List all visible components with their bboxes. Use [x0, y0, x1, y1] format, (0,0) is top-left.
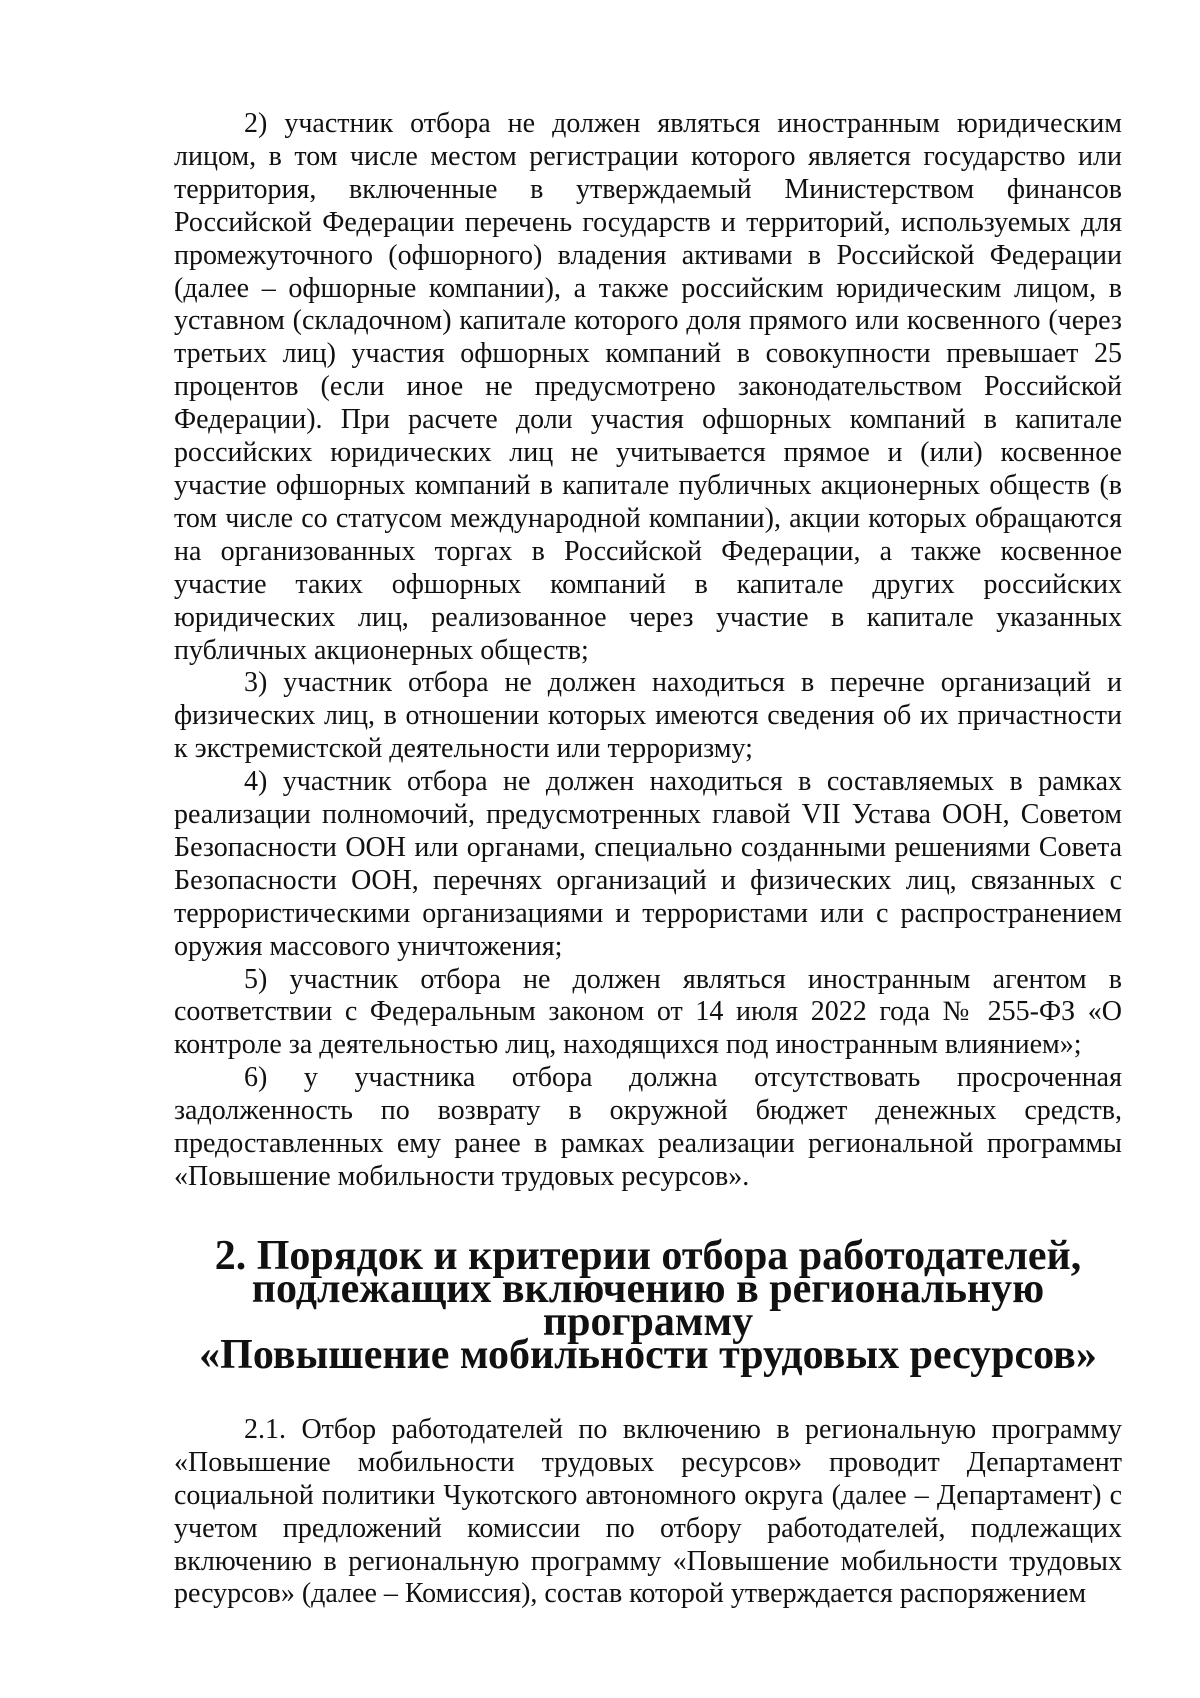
paragraph-item-2: 2) участник отбора не должен являться иностранным юридическим лицом, в том числе местом регистрации которого является государство или территория, включенные в утверждаемый Министерством финансов Российской Федерации перечень государств и территорий, используемых для промежуточного (офшорного) владения активами в Российской Федерации (далее – офшорные компании), а также российским юридическим лицом, в уставном (складочном) капитале которого доля прямого или косвенного (через третьих лиц) участия офшорных компаний в совокупности превышает 25 процентов (если иное не предусмотрено законодательством Российской Федерации). При расчете доли участия офшорных компаний в капитале российских юридических лиц не учитывается прямое и (или) косвенное участие офшорных компаний в капитале публичных акционерных обществ (в том числе со статусом международной компании), акции которых обращаются на организованных торгах в Российской Федерации, а также косвенное участие таких офшорных компаний в капитале других российских юридических лиц, реализованное через участие в капитале указанных публичных акционерных обществ; [174, 108, 1122, 666]
document-page [174, 108, 1122, 1611]
paragraph-item-3: 3) участник отбора не должен находиться в перечне организаций и физических лиц, в отношении которых имеются сведения об их причастности к экстремистской деятельности или терроризму; [174, 667, 1122, 765]
section-title-line-2: подлежащих включению в региональную программу [251, 1265, 1045, 1345]
paragraph-item-6: 6) у участника отбора должна отсутствовать просроченная задолженность по возврату в окружной бюджет денежных средств, предоставленных ему ранее в рамках реализации региональной программы «Повышение мобильности трудовых ресурсов». [174, 1062, 1122, 1192]
section-title-line-3: «Повышение мобильности трудовых ресурсов» [199, 1331, 1097, 1378]
paragraph-item-5: 5) участник отбора не должен являться иностранным агентом в соответствии с Федеральным законом от 14 июля 2022 года № 255-ФЗ «О контроле за деятельностью лиц, находящихся под иностранным влиянием»; [174, 963, 1122, 1061]
paragraph-item-4: 4) участник отбора не должен находиться в составляемых в рамках реализации полномочий, предусмотренных главой VII Устава ООН, Советом Безопасности ООН или органами, специально созданными решениями Совета Безопасности ООН, перечнях организаций и физических лиц, связанных с террористическими организациями и террористами или с распространением оружия массового уничтожения; [174, 766, 1122, 962]
paragraph-2-1: 2.1. Отбор работодателей по включению в региональную программу «Повышение мобильности трудовых ресурсов» проводит Департамент социальной политики Чукотского автономного округа (далее – Департамент) с учетом предложений комиссии по отбору работодателей, подлежащих включению в региональную программу «Повышение мобильности трудовых ресурсов» (далее – Комиссия), состав которой утверждается распоряжением [174, 1413, 1122, 1610]
section-title-line-1: 2. Порядок и критерии отбора работодателей, [214, 1232, 1082, 1279]
section-title [174, 1232, 1122, 1378]
